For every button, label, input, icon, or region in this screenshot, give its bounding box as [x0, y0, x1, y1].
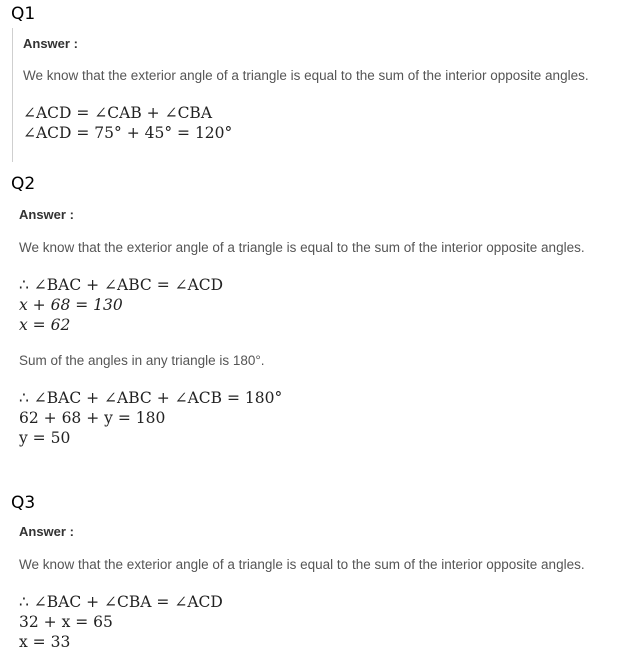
math-line: ∴ ∠BAC + ∠ABC + ∠ACB = 180°: [19, 389, 283, 407]
math-line: ∴ ∠BAC + ∠CBA = ∠ACD: [19, 593, 223, 611]
question-label-q2: Q2: [11, 174, 36, 194]
statement: We know that the exterior angle of a triangle is equal to the sum of the interior opposite angles.: [19, 557, 585, 572]
statement: We know that the exterior angle of a triangle is equal to the sum of the interior opposite angles.: [23, 68, 589, 83]
answer-label: Answer :: [19, 524, 74, 539]
math-line: 32 + x = 65: [19, 613, 113, 631]
math-line: 62 + 68 + y = 180: [19, 409, 166, 427]
statement-2: Sum of the angles in any triangle is 180°.: [19, 353, 265, 368]
math-lines: [19, 388, 620, 448]
math-line: x = 33: [19, 633, 71, 651]
answer-block-q3: [19, 518, 620, 652]
statement: We know that the exterior angle of a triangle is equal to the sum of the interior opposite angles.: [19, 240, 585, 255]
question-label-q1: Q1: [11, 4, 36, 24]
math-line: x = 62: [19, 316, 71, 334]
answer-block-q2: [19, 200, 620, 448]
math-line: ∠ACD = ∠CAB + ∠CBA: [23, 104, 213, 122]
question-label-q3: Q3: [11, 493, 36, 513]
math-lines: [19, 592, 620, 652]
answer-label: Answer :: [19, 207, 74, 222]
math-line: ∠ACD = 75° + 45° = 120°: [23, 124, 233, 142]
math-line: x + 68 = 130: [19, 296, 123, 314]
math-line: ∴ ∠BAC + ∠ABC = ∠ACD: [19, 276, 224, 294]
math-line: y = 50: [19, 429, 71, 447]
answer-block-q1: [12, 28, 620, 162]
math-lines: [19, 275, 620, 335]
answer-label: Answer :: [23, 36, 78, 51]
math-lines: [23, 103, 620, 143]
